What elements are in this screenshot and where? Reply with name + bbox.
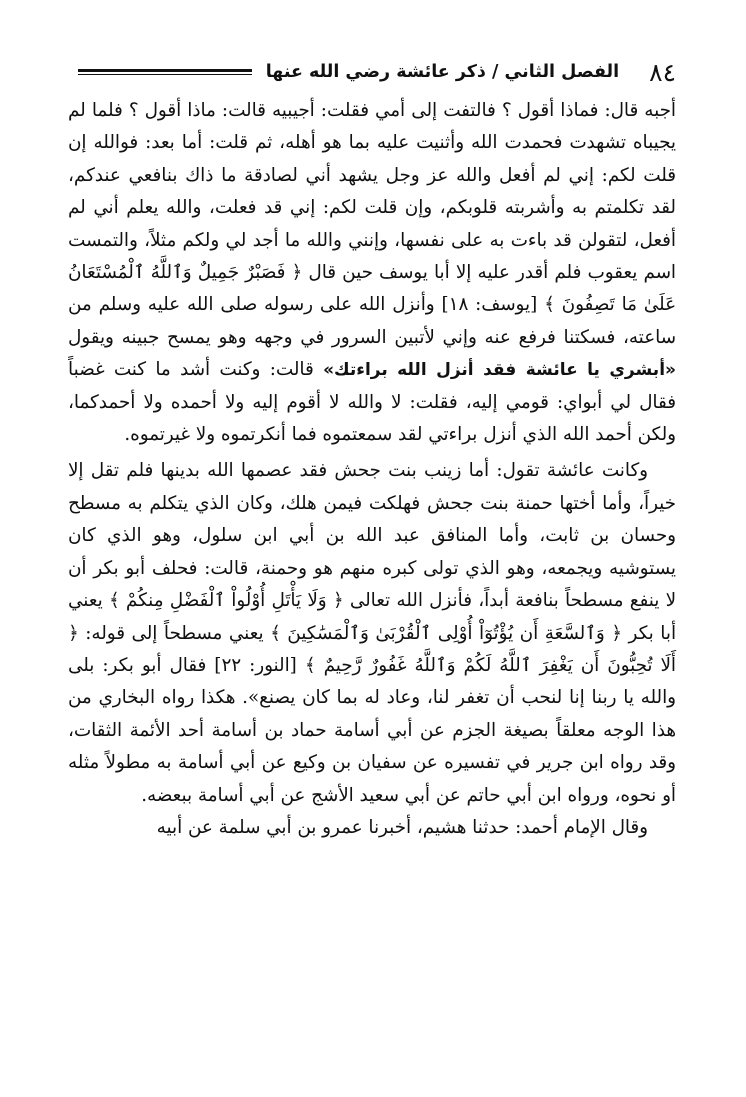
text-span: يعني أبا بكر [68, 590, 677, 644]
running-title: الفصل الثاني / ذكر عائشة رضي الله عنها [265, 62, 620, 82]
page-header [68, 52, 676, 92]
paragraph-3 [68, 812, 676, 844]
quran-verse: ﴿ وَلَا يَأْتَلِ أُوْلُواْ ٱلْفَضْلِ مِنكُمْ ﴾ [108, 590, 344, 612]
text-span: أجبه قال: فماذا أقول ؟ فالتفت إلى أمي فقلت: أجيبيه قالت: ماذا أقول ؟ فلما لم يجيباه تشهدت فحمدت الله وأثنيت عليه بما هو أهله، ثم قلت: أما بعد: فوالله إن قلت لكم: إني لم أفعل والله عز وجل يشهد أني لصادقة ما ذاك بنافعي عندكم، لقد تكلمتم به وأشربته قلوبكم، وإن قلت لكم: إني قد فعلت، والله يعلم أني لم أفعل، لتقولن قد باءت به على نفسها، وإنني والله ما أجد لي ولكم مثلاً، والتمست اسم يعقوب فلم أقدر عليه إلا أبا يوسف حين قال [68, 100, 677, 284]
text-span: [يوسف: ١٨] وأنزل الله على رسوله صلى الله عليه وسلم من ساعته، فسكتنا فرفع عنه وإني لأتبين السرور في وجهه وهو يمسح جبينه ويقول [68, 294, 676, 348]
text-span: قالت: وكنت أشد ما كنت غضباً فقال لي أبواي: قومي إليه، فقلت: لا والله لا أقوم إليه ولا أحمده ولا أحمدكما، ولكن أحمد الله الذي أنزل براءتي لقد سمعتموه فما أنكرتموه ولا غيرتموه. [68, 359, 676, 446]
paragraph-1 [68, 95, 676, 451]
quran-verse: ﴿ أَلَا تُحِبُّونَ أَن يَغْفِرَ ٱللَّهُ لَكُمْ وَٱللَّهُ غَفُورٌ رَّحِيمٌ ﴾ [68, 622, 676, 676]
text-span: يعني مسطحاً إلى قوله: [85, 622, 264, 644]
text-span: وكانت عائشة تقول: أما زينب بنت جحش فقد عصمها الله بدينها فلم تقل إلا خيراً، وأما أختها حمنة بنت جحش فهلكت فيمن هلك، وكان الذي يتكلم به مسطح وحسان بن ثابت، وأما المنافق عبد الله بن أبي ابن سلول، وهو الذي كان يستوشيه ويجمعه، وهو الذي تولى كبره منهم هو وحمنة، قالت: فحلف أبو بكر أن لا ينفع مسطحاً بنافعة أبداً، فأنزل الله تعالى [68, 460, 677, 612]
page-number: ٨٤ [649, 57, 676, 87]
text-span: [النور: ٢٢] فقال أبو بكر: بلى والله يا ربنا إنا لنحب أن تغفر لنا، وعاد له بما كان يصنع». هكذا رواه البخاري من هذا الوجه معلقاً بصيغة الجزم عن أبي أسامة حماد بن أسامة أحد الأئمة الثقات، وقد رواه ابن جرير في تفسيره عن سفيان بن وكيع عن أبي أسامة به مطولاً مثله أو نحوه، ورواه ابن أبي حاتم عن أبي سعيد الأشج عن أبي أسامة ببعضه. [68, 654, 676, 806]
quran-verse: ﴿ وَٱلسَّعَةِ أَن يُؤْتُوٓاْ أُوْلِى ٱلْقُرْبَىٰ وَٱلْمَسَٰكِينَ ﴾ [270, 622, 622, 644]
quran-verse: ﴿ فَصَبْرٌ جَمِيلٌ وَٱللَّهُ ٱلْمُسْتَعَانُ عَلَىٰ مَا تَصِفُونَ ﴾ [68, 262, 677, 316]
body-text [68, 95, 676, 844]
text-span: وقال الإمام أحمد: حدثنا هشيم، أخبرنا عمرو بن أبي سلمة عن أبيه [156, 816, 648, 838]
hadith-quote-bold: «أبشري يا عائشة فقد أنزل الله براءتك» [323, 360, 676, 381]
paragraph-2 [68, 455, 676, 811]
header-rule [78, 69, 252, 75]
